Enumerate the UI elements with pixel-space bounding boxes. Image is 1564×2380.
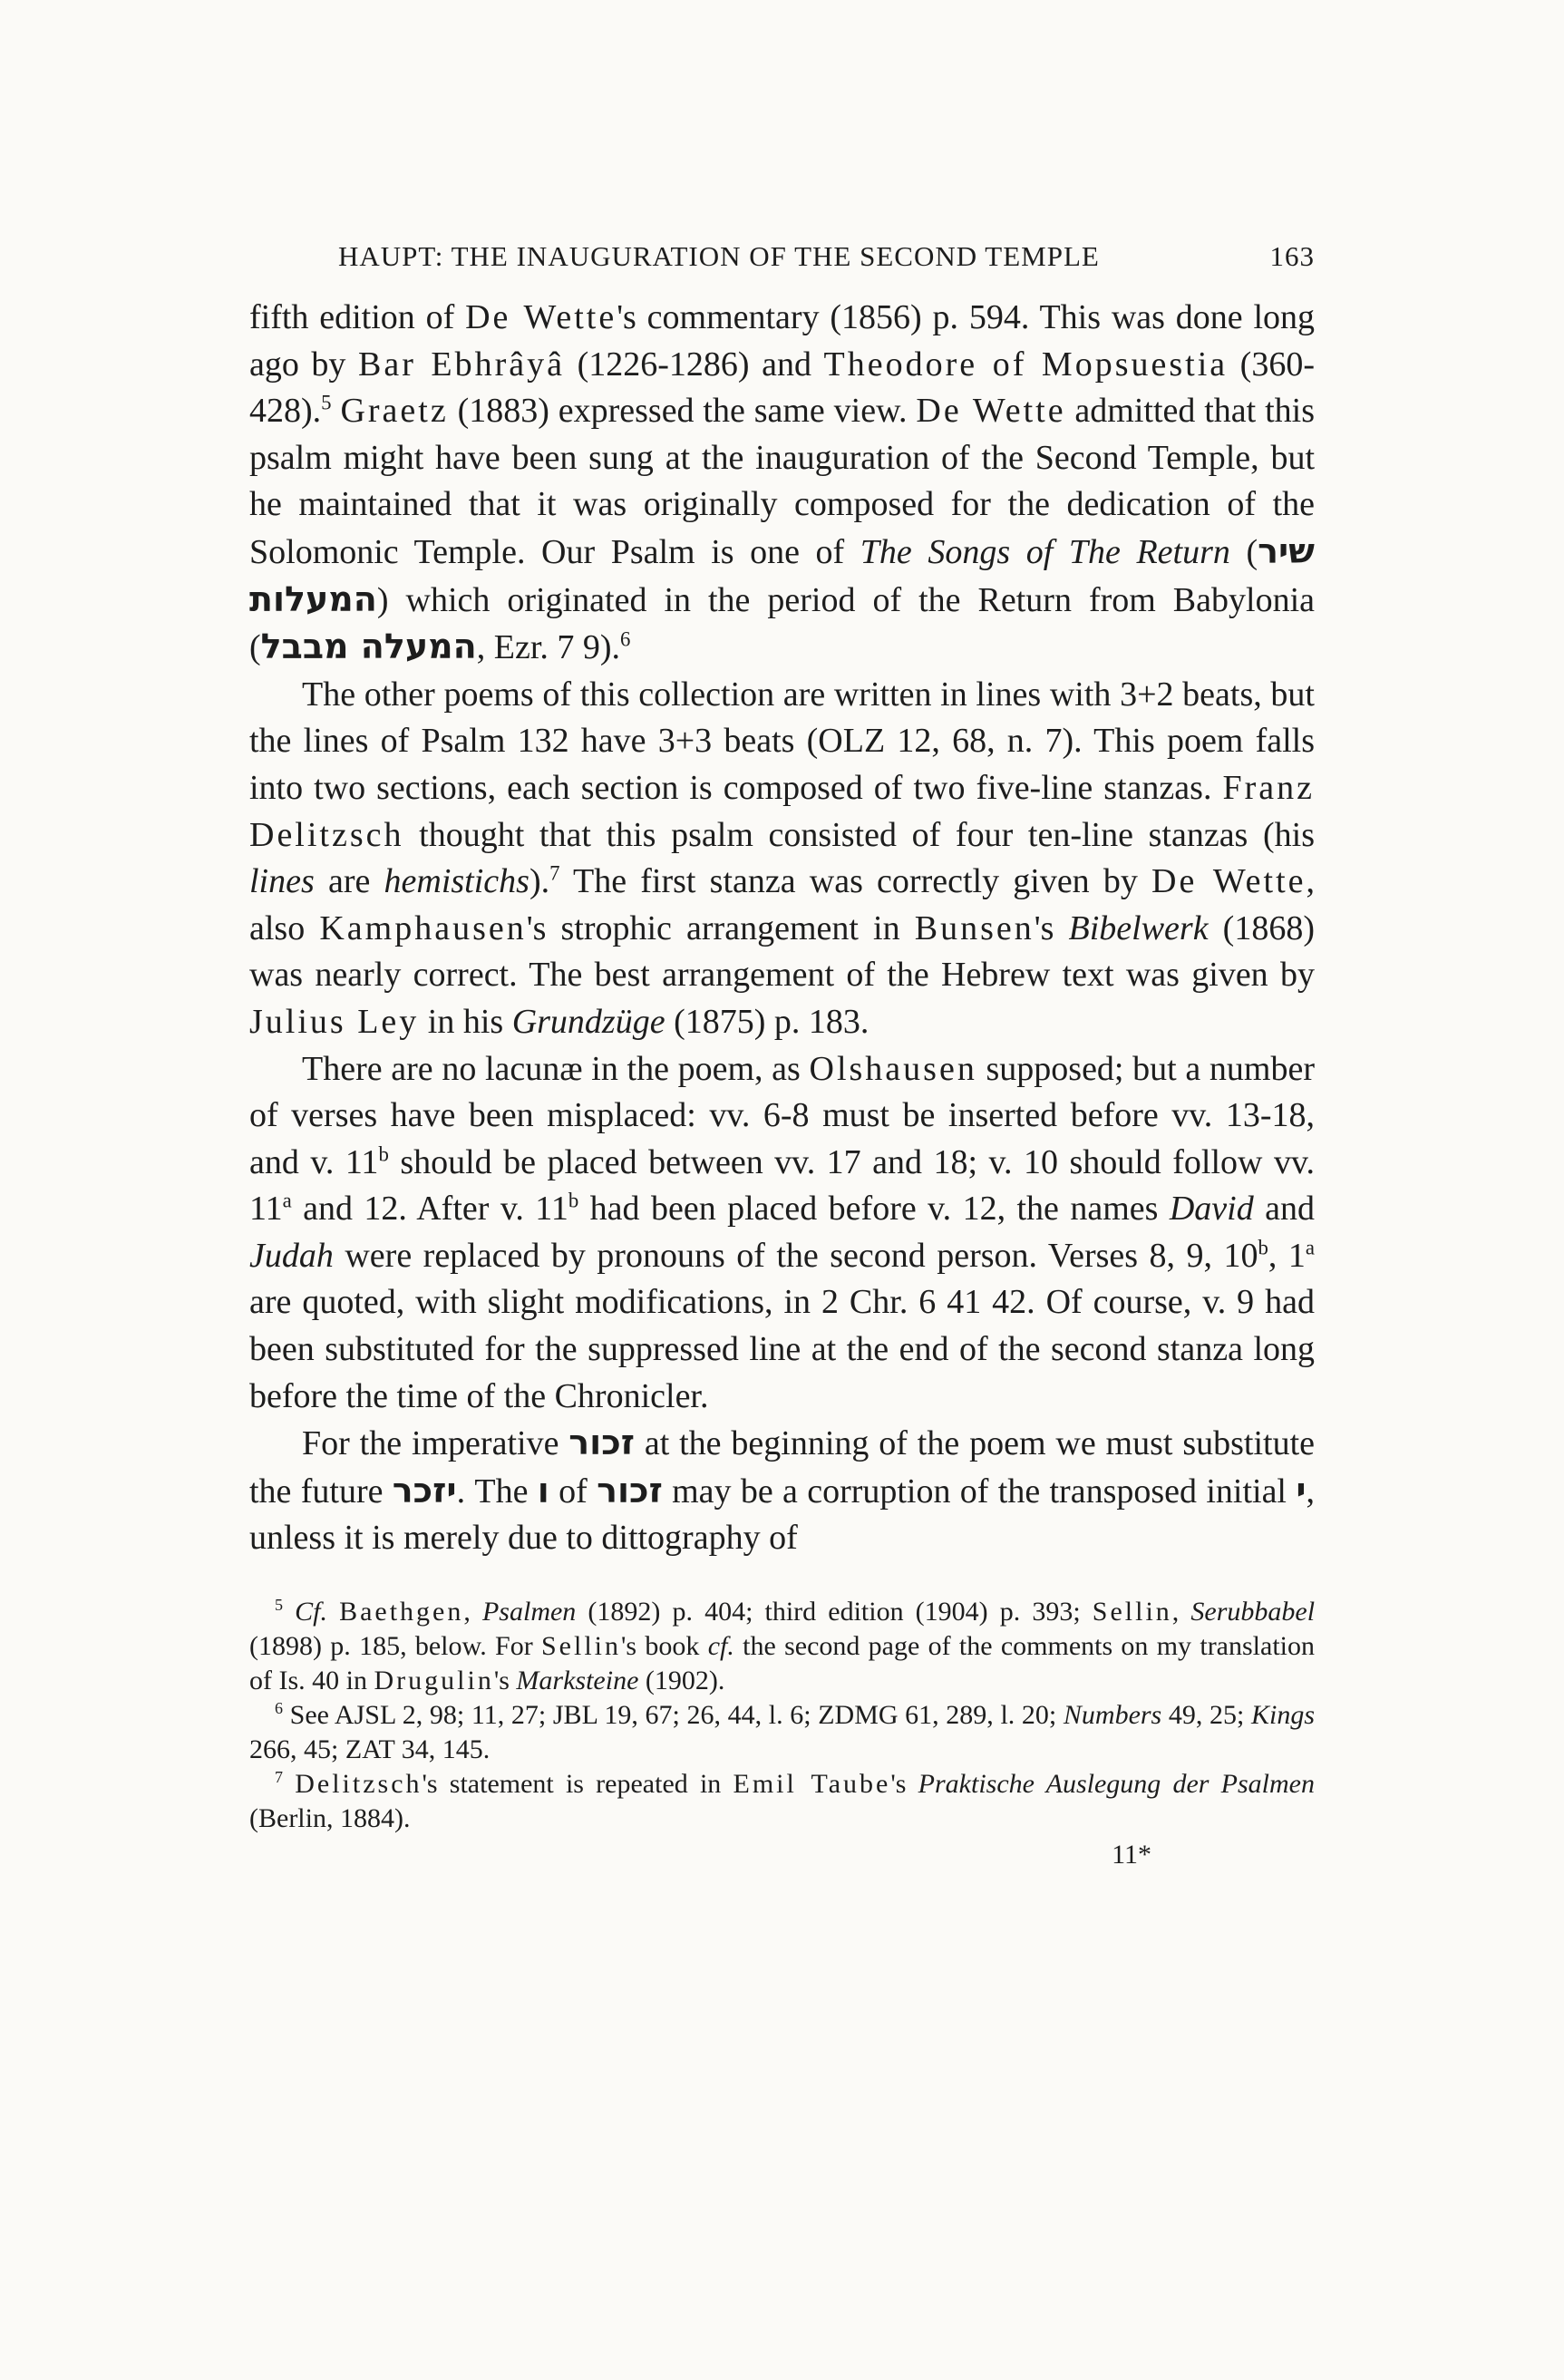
text-run: were replaced by pronouns of the second person. Verses 8, 9, 10 — [333, 1236, 1258, 1275]
hebrew-text: יזכר — [392, 1470, 457, 1511]
text-run: and — [1253, 1190, 1315, 1229]
spaced-name: Theodore of Mopsuestia — [823, 345, 1229, 384]
text-run: and 12. After v. 11 — [291, 1190, 568, 1229]
italic-word: hemistichs — [384, 862, 529, 901]
spaced-name: Baethgen — [339, 1597, 464, 1627]
text-run: For the imperative — [302, 1424, 569, 1463]
page-number: 163 — [1269, 240, 1315, 272]
spaced-name: Bar Ebhrâyâ — [357, 345, 566, 384]
text-run: , Ezr. 7 9). — [476, 628, 621, 667]
text-run: 's statement is repeated in — [422, 1769, 733, 1800]
text-run: are quoted, with slight modifications, in 2 Chr. 6 41 42. Of course, v. 9 had been substituted for the suppressed line at the end of the second stanza long before the time of the Chronicler. — [249, 1283, 1315, 1415]
footnote-5 — [249, 1595, 1315, 1698]
spaced-name: Franz Delitzsch — [249, 768, 1315, 854]
text-run: admitted that this psalm might have been sung at the inauguration of the Second Temple, but he maintained that it was originally composed for the dedication of the Solomonic Temple. Our Psalm is one of — [249, 392, 1315, 571]
spaced-name: Graetz — [340, 392, 449, 431]
text-run: had been placed before v. 12, the names — [578, 1190, 1170, 1229]
text-run: 's strophic arrangement in — [526, 908, 915, 947]
hebrew-text: ו — [537, 1470, 549, 1511]
footnote-mark: 7 — [275, 1768, 283, 1787]
italic-word: lines — [249, 862, 315, 901]
italic-title: Marksteine — [516, 1666, 639, 1696]
text-run: may be a corruption of the transposed initial — [662, 1472, 1297, 1511]
page — [249, 240, 1315, 1870]
hebrew-text: י — [1296, 1470, 1307, 1511]
verse-part: a — [1305, 1236, 1315, 1259]
spaced-name: De Wette — [1151, 862, 1307, 901]
text-run: (1898) p. 185, below. For — [249, 1631, 541, 1662]
text-run: ( — [1229, 532, 1258, 571]
running-header — [249, 240, 1315, 295]
text-run: ) which originated in the period of the Return from Babylonia ( — [249, 580, 1315, 667]
italic-word: Cf. — [295, 1597, 327, 1627]
paragraph-1 — [249, 295, 1315, 672]
text-run: (360-428). — [249, 345, 1315, 431]
text-run: at the beginning of the poem we must substitute the future — [249, 1424, 1315, 1511]
text-run: . The — [456, 1472, 538, 1511]
footnote-7 — [249, 1767, 1315, 1836]
text-run: supposed; but a number of verses have been misplaced: vv. 6-8 must be inserted before vv. 13-18, and v. 11 — [249, 1049, 1315, 1181]
text-run: (1868) was nearly correct. The best arrangement of the Hebrew text was given by — [249, 908, 1315, 995]
paragraph-3 — [249, 1046, 1315, 1421]
hebrew-text: זכור — [597, 1470, 663, 1511]
text-run: The other poems of this collection are written in lines with 3+2 beats, but the lines of Psalm 132 have 3+3 beats (OLZ 12, 68, n. 7). This poem falls into two sections, each section is composed of two five-line stanzas. — [249, 675, 1315, 807]
text-run: , — [1171, 1597, 1191, 1627]
footnote-6 — [249, 1698, 1315, 1767]
text-run: 's — [890, 1769, 918, 1800]
italic-title: Psalmen — [481, 1597, 577, 1627]
verse-part: a — [282, 1189, 292, 1212]
hebrew-text: המעלה מבבל — [260, 627, 477, 667]
text-run: 's commentary (1856) p. 594. This was done long ago by — [249, 298, 1316, 384]
footnote-ref: 5 — [321, 391, 332, 414]
verse-part: b — [1258, 1236, 1268, 1259]
text-run: There are no lacunæ in the poem, as — [302, 1049, 810, 1088]
spaced-name: Bunsen — [914, 908, 1035, 947]
text-run: , 1 — [1268, 1236, 1306, 1275]
spaced-name: Olshausen — [809, 1049, 977, 1088]
spaced-name: Sellin — [541, 1631, 622, 1662]
italic-title: Serubbabel — [1190, 1597, 1316, 1627]
italic-title: Numbers — [1063, 1700, 1162, 1731]
italic-title: Bibelwerk — [1068, 908, 1209, 947]
text-run: (1902). — [638, 1666, 725, 1696]
spaced-name: Delitzsch — [295, 1769, 423, 1800]
italic-title: Praktische Auslegung der Psalmen — [918, 1769, 1315, 1800]
text-run: in his — [419, 1002, 512, 1041]
text-run: , — [463, 1597, 482, 1627]
footnote-mark: 5 — [275, 1596, 283, 1615]
hebrew-text: שיר המעלות — [249, 530, 1315, 619]
paragraph-4 — [249, 1420, 1315, 1562]
italic-word: Judah — [249, 1236, 334, 1275]
footnotes — [249, 1595, 1315, 1836]
text-run: (1226-1286) and — [565, 345, 824, 384]
italic-title: The Songs of The Return — [860, 532, 1230, 571]
text-run: 266, 45; ZAT 34, 145. — [249, 1734, 491, 1765]
spaced-name: Julius Ley — [249, 1002, 420, 1041]
verse-part: b — [568, 1189, 579, 1212]
text-run: (1883) expressed the same view. — [448, 392, 917, 431]
spaced-name: Sellin — [1092, 1597, 1172, 1627]
text-run: 's book — [621, 1631, 708, 1662]
verse-part: b — [378, 1142, 389, 1166]
text-run: ). — [529, 862, 550, 901]
text-run: fifth edition of — [249, 298, 466, 336]
paragraph-2 — [249, 672, 1315, 1046]
text-run: (1892) p. 404; third edition (1904) p. 393; — [576, 1597, 1093, 1627]
text-run: See AJSL 2, 98; 11, 27; JBL 19, 67; 26, 44, l. 6; ZDMG 61, 289, l. 20; — [283, 1700, 1064, 1731]
hebrew-text: זכור — [568, 1423, 635, 1463]
text-run: , also — [249, 862, 1316, 947]
text-run: The first stanza was correctly given by — [559, 862, 1152, 901]
body-text — [249, 295, 1315, 1562]
text-run: should be placed between vv. 17 and 18; v. 10 should follow vv. 11 — [249, 1142, 1315, 1229]
spaced-name: De Wette — [916, 392, 1066, 431]
spaced-name: De Wette — [465, 298, 617, 336]
spaced-name: Kamphausen — [319, 908, 527, 947]
text-run: (1875) p. 183. — [665, 1002, 869, 1041]
footnote-ref: 7 — [549, 861, 560, 885]
text-run: the second page of the comments on my translation of Is. 40 in — [249, 1631, 1315, 1696]
italic-title: Kings — [1250, 1700, 1315, 1731]
italic-word: David — [1169, 1190, 1254, 1229]
spaced-name: Emil Taube — [733, 1769, 891, 1800]
text-run: 's — [1034, 908, 1069, 947]
signature-mark: 11* — [1112, 1840, 1151, 1870]
footnote-mark: 6 — [275, 1699, 283, 1718]
italic-title: Grundzüge — [511, 1002, 665, 1041]
text-run: , unless it is merely due to dittography of — [249, 1472, 1316, 1558]
spaced-name: Drugulin — [374, 1666, 494, 1696]
italic-word: cf. — [707, 1631, 734, 1662]
text-run: 's — [493, 1666, 517, 1696]
text-run: of — [549, 1472, 597, 1511]
text-run: (Berlin, 1884). — [249, 1803, 411, 1834]
text-run: 49, 25; — [1161, 1700, 1251, 1731]
text-run: thought that this psalm consisted of four ten-line stanzas (his — [403, 815, 1315, 854]
running-title: HAUPT: THE INAUGURATION OF THE SECOND TEMPLE — [338, 240, 1100, 272]
footnote-ref: 6 — [620, 627, 631, 651]
text-run: are — [314, 862, 384, 901]
